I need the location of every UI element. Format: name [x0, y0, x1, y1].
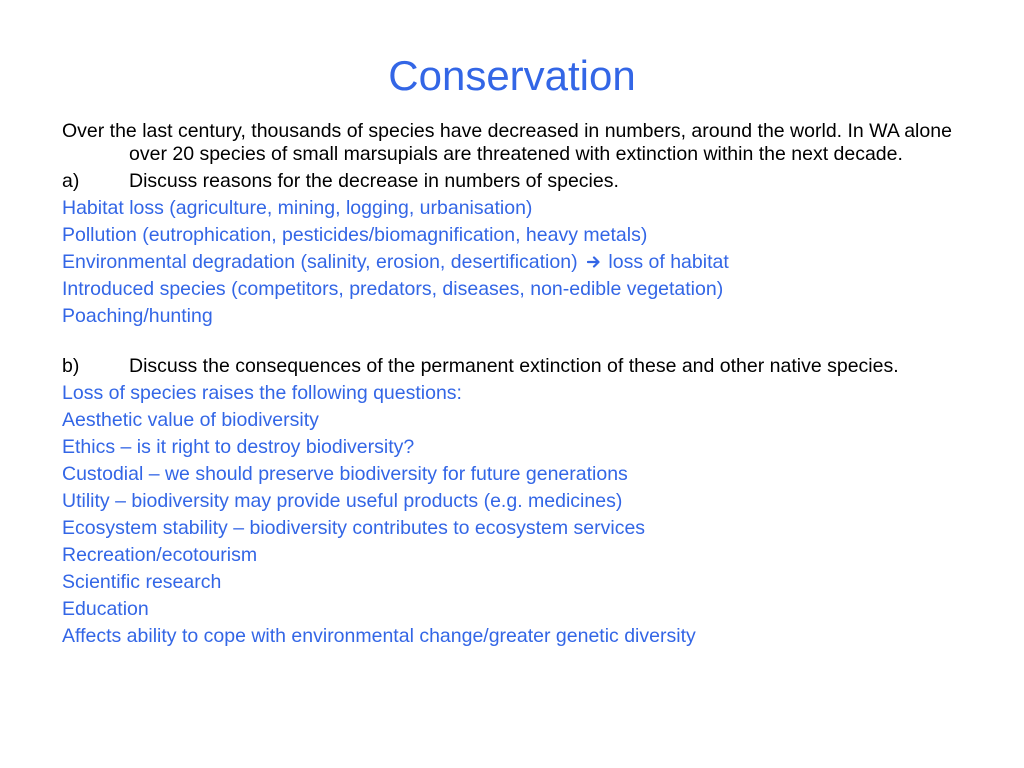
question-a-text: Discuss reasons for the decrease in numbers of species.: [129, 170, 619, 192]
question-b: [62, 355, 962, 378]
answer-custodial: Custodial – we should preserve biodiversity for future generations: [62, 463, 628, 485]
question-b-text: Discuss the consequences of the permanent extinction of these and other native species.: [129, 355, 899, 377]
slide-title: Conservation: [388, 52, 636, 99]
intro-paragraph: Over the last century, thousands of species have decreased in numbers, around the world. In WA alone over 20 species of small marsupials are threatened with extinction within the next decade.: [62, 120, 952, 165]
question-b-marker: b): [62, 355, 80, 377]
spacer: [62, 328, 962, 351]
answer-poaching: Poaching/hunting: [62, 305, 213, 327]
answer-environmental-degradation: [62, 251, 962, 274]
answer-aesthetic: Aesthetic value of biodiversity: [62, 409, 319, 431]
answer-environmental-degradation-text: Environmental degradation (salinity, erosion, desertification): [62, 251, 578, 273]
answer-utility: Utility – biodiversity may provide useful products (e.g. medicines): [62, 490, 623, 512]
question-a-marker: a): [62, 170, 80, 192]
answer-education: Education: [62, 598, 149, 620]
question-a: [62, 170, 962, 193]
answer-ethics: Ethics – is it right to destroy biodiversity?: [62, 436, 415, 458]
answer-recreation: Recreation/ecotourism: [62, 544, 258, 566]
answer-pollution: Pollution (eutrophication, pesticides/biomagnification, heavy metals): [62, 224, 648, 246]
answer-b-intro: Loss of species raises the following questions:: [62, 382, 462, 404]
degradation-suffix: loss of habitat: [608, 251, 729, 273]
answer-introduced-species: Introduced species (competitors, predators, diseases, non-edible vegetation): [62, 278, 724, 300]
answer-scientific-research: Scientific research: [62, 571, 222, 593]
answer-habitat-loss: Habitat loss (agriculture, mining, logging, urbanisation): [62, 197, 533, 219]
answer-genetic-diversity: Affects ability to cope with environmental change/greater genetic diversity: [62, 625, 696, 647]
answer-ecosystem-stability: Ecosystem stability – biodiversity contributes to ecosystem services: [62, 517, 646, 539]
right-arrow-icon: [587, 255, 601, 269]
slide-content: [62, 120, 962, 648]
